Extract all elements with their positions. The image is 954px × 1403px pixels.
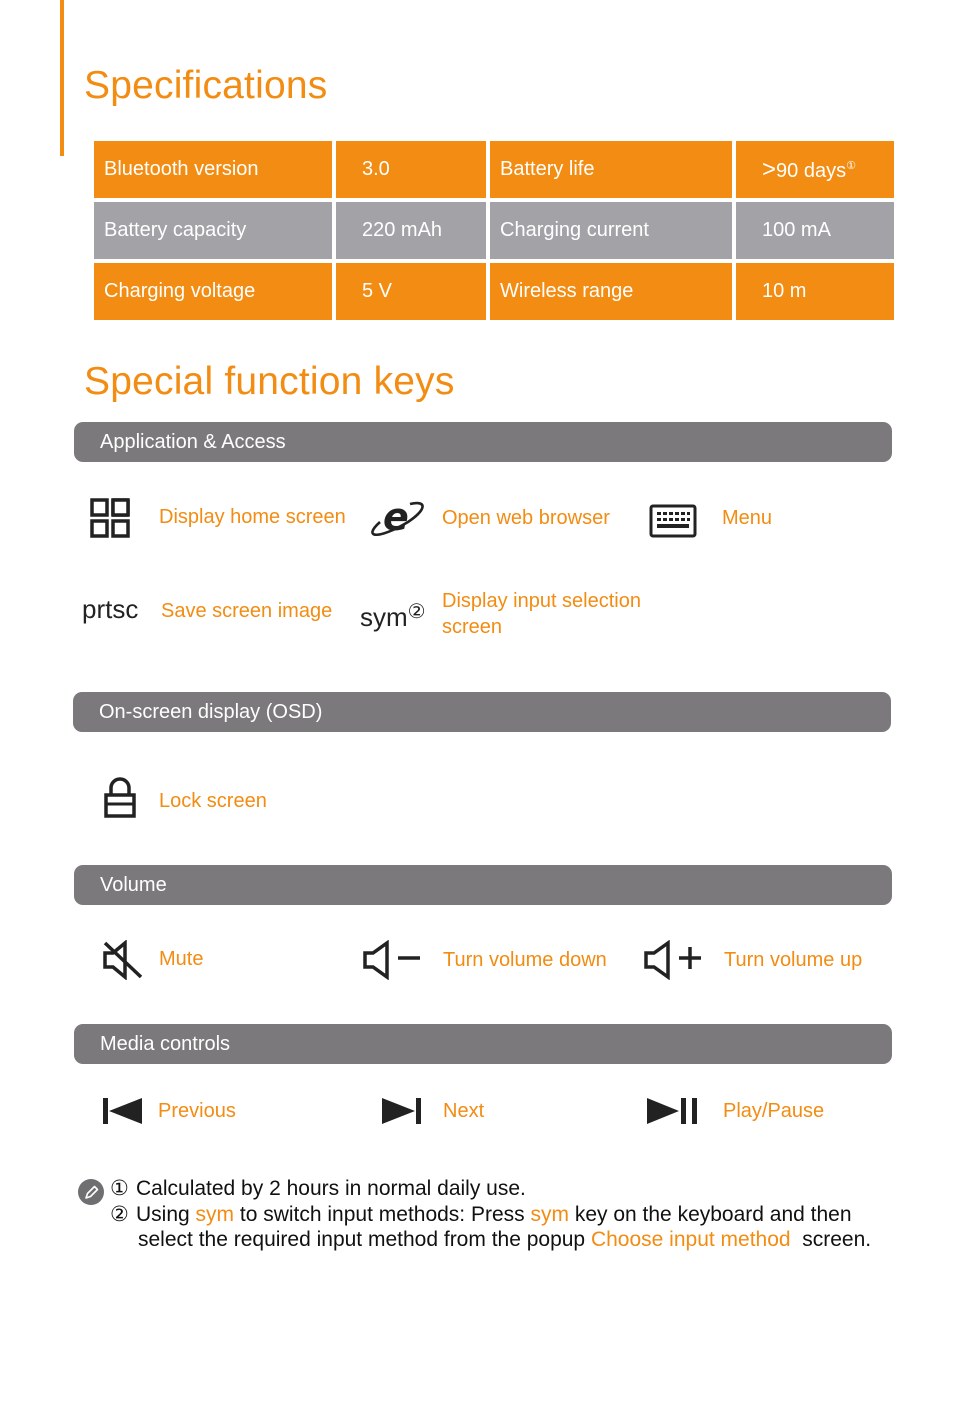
volume-up-icon: [643, 940, 705, 980]
section-title: Media controls: [100, 1033, 231, 1055]
spec-row: [94, 202, 894, 259]
previous-icon: [103, 1097, 143, 1125]
footnote-marker: ②: [407, 601, 426, 623]
svg-text:e: e: [383, 498, 409, 538]
accent-bar: [60, 0, 64, 156]
key-label: Next: [443, 1100, 485, 1122]
next-icon: [382, 1097, 422, 1125]
play-pause-icon: [647, 1097, 701, 1125]
section-bar-volume: [74, 865, 892, 905]
sym-highlight: sym: [530, 1203, 569, 1226]
key-label: Open web browser: [442, 507, 610, 529]
key-label: Lock screen: [159, 790, 267, 812]
greater-than-sign: >: [762, 155, 777, 183]
key-label: Save screen image: [161, 600, 333, 622]
note-2-continued: [138, 1228, 871, 1252]
spec-value: 10 m: [736, 263, 894, 320]
battery-life-value: 90 days: [776, 159, 847, 182]
spec-label: Battery life: [490, 141, 732, 198]
sym-highlight: sym: [195, 1203, 235, 1226]
popup-name-highlight: Choose input method: [590, 1228, 791, 1251]
key-label: Display home screen: [159, 506, 346, 528]
sym-key-text: [360, 597, 426, 632]
volume-down-icon: [362, 940, 424, 980]
key-label: Menu: [722, 507, 773, 529]
section-title: Volume: [100, 874, 167, 896]
key-label: Turn volume down: [443, 949, 607, 971]
spec-label: Wireless range: [490, 263, 732, 320]
sym-text: sym: [360, 602, 408, 632]
key-label: Play/Pause: [723, 1100, 825, 1122]
web-browser-icon: [368, 498, 426, 538]
special-keys-title: Special function keys: [84, 360, 455, 403]
specifications-title: Specifications: [84, 64, 328, 107]
section-title: On-screen display (OSD): [99, 701, 323, 723]
key-label: Previous: [158, 1100, 236, 1122]
lock-icon: [103, 777, 137, 819]
note-text: select the required input method from the popup: [138, 1228, 591, 1251]
section-title: Application & Access: [100, 431, 286, 453]
key-label-line2: screen: [442, 616, 503, 638]
note-text: key on the keyboard and then: [569, 1203, 852, 1226]
note-text: Calculated by 2 hours in normal daily use.: [136, 1177, 526, 1200]
spec-label: Battery capacity: [94, 202, 332, 259]
section-bar-app-access: [74, 422, 892, 462]
key-label: Turn volume up: [724, 949, 863, 971]
spec-value: [736, 141, 894, 198]
spec-label: Charging current: [490, 202, 732, 259]
note-number: ①: [110, 1177, 129, 1200]
note-1: [110, 1176, 526, 1201]
keyboard-icon: [649, 504, 697, 538]
note-number: ②: [110, 1203, 129, 1226]
spec-row: [94, 263, 894, 320]
section-bar-osd: [73, 692, 891, 732]
spec-value: 3.0: [336, 141, 486, 198]
prtsc-key-text: prtsc: [82, 594, 139, 624]
spec-label: Bluetooth version: [94, 141, 332, 198]
spec-value: 220 mAh: [336, 202, 486, 259]
spec-value: 5 V: [336, 263, 486, 320]
note-2: [110, 1202, 852, 1227]
mute-icon: [101, 940, 145, 980]
section-bar-media: [74, 1024, 892, 1064]
spec-value: 100 mA: [736, 202, 894, 259]
specifications-table: [90, 137, 898, 324]
note-text: Using: [136, 1203, 196, 1226]
key-label-line1: Display input selection: [442, 590, 641, 612]
note-text: screen.: [790, 1228, 872, 1251]
home-grid-icon: [89, 497, 131, 539]
footnote-marker: ①: [846, 159, 856, 172]
note-text: to switch input methods: Press: [234, 1203, 531, 1226]
pencil-icon: [77, 1178, 105, 1206]
spec-row: [94, 141, 894, 198]
key-label: [442, 588, 641, 640]
key-label: Mute: [159, 948, 204, 970]
spec-label: Charging voltage: [94, 263, 332, 320]
